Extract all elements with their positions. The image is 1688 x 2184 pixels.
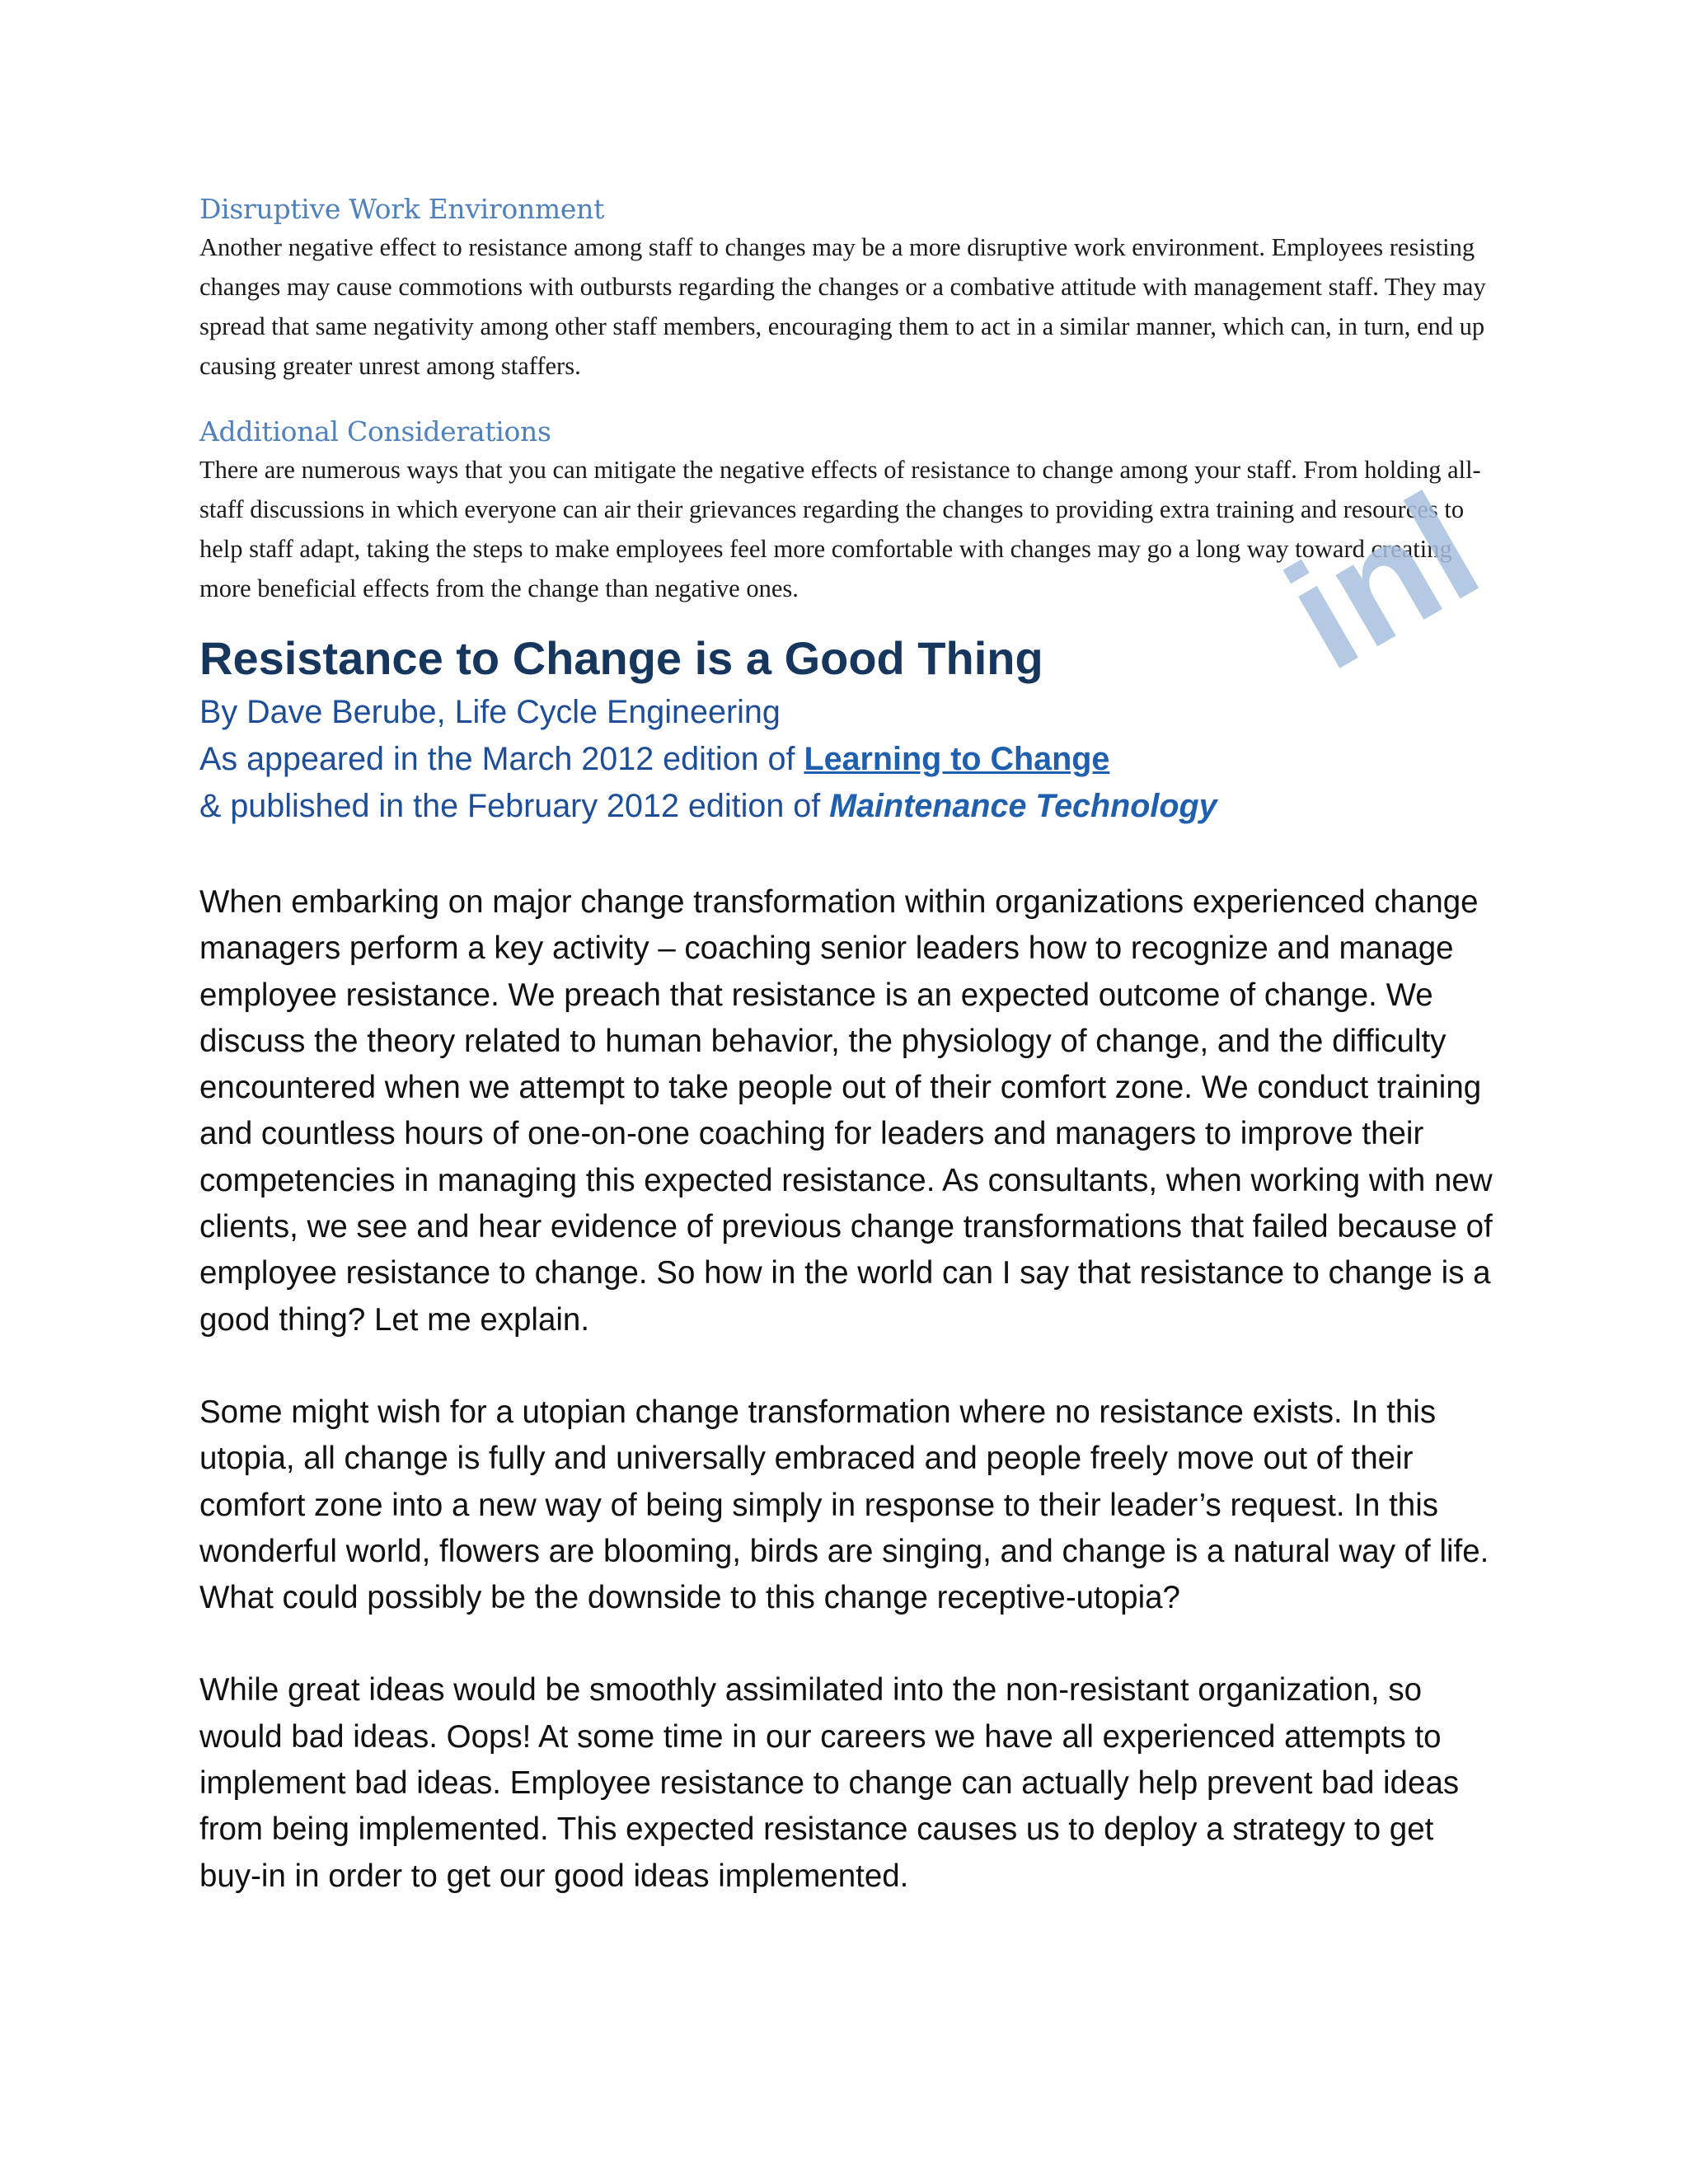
published-prefix: & published in the February 2012 edition of bbox=[199, 788, 830, 824]
page-content bbox=[199, 191, 1502, 1900]
section-text-additional: There are numerous ways that you can mitigate the negative effects of resistance to change among your staff. From holding all-staff discussions in which everyone can air their grievances regarding the changes to providing extra training and resources to help staff adapt, taking the steps to make employees feel more comfortable with changes may go a long way toward creating more beneficial effects from the change than negative ones. bbox=[199, 456, 1481, 602]
article-title: Resistance to Change is a Good Thing bbox=[199, 632, 1043, 684]
section-heading-additional: Additional Considerations bbox=[199, 415, 551, 448]
published-line bbox=[199, 783, 1502, 830]
learning-to-change-link[interactable]: Learning to Change bbox=[804, 741, 1110, 777]
body-paragraph-3: While great ideas would be smoothly assimilated into the non-resistant organization, so would bad ideas. Oops! At some time in our careers we have all experienced attempts to implement bad ideas. Employee resistance to change can actually help prevent bad ideas from being implemented. This expected resistance causes us to deploy a strategy to get buy-in in order to get our good ideas implemented. bbox=[199, 1672, 1460, 1894]
watermark-text: inl bbox=[1259, 460, 1506, 703]
appeared-line bbox=[199, 736, 1502, 783]
appeared-prefix: As appeared in the March 2012 edition of bbox=[199, 741, 804, 777]
watermark-logo bbox=[1259, 460, 1506, 703]
section-heading-disruptive: Disruptive Work Environment bbox=[199, 193, 605, 225]
body-paragraph-1: When embarking on major change transformation within organizations experienced change managers perform a key activity – coaching senior leaders how to recognize and manage employee resistance. We preach that resistance is an expected outcome of change. We discuss the theory related to human behavior, the physiology of change, and the difficulty encountered when we attempt to take people out of their comfort zone. We conduct training and countless hours of one-on-one coaching for leaders and managers to improve their competencies in managing this expected resistance. As consultants, when working with new clients, we see and hear evidence of previous change transformations that failed because of employee resistance to change. So how in the world can I say that resistance to change is a good thing? Let me explain. bbox=[199, 884, 1493, 1338]
maintenance-technology-title: Maintenance Technology bbox=[829, 788, 1217, 824]
body-paragraph-2: Some might wish for a utopian change transformation where no resistance exists. In this utopia, all change is fully and universally embraced and people freely move out of their comfort zone into a new way of being simply in response to their leader’s request. In this wonderful world, flowers are blooming, birds are singing, and change is a natural way of life. What could possibly be the downside to this change receptive-utopia? bbox=[199, 1394, 1489, 1616]
section-text-disruptive: Another negative effect to resistance among staff to changes may be a more disruptive work environment. Employees resisting changes may cause commotions with outbursts regarding the changes or a combative attitude with management staff. They may spread that same negativity among other staff members, encouraging them to act in a similar manner, which can, in turn, end up causing greater unrest among staffers. bbox=[199, 233, 1486, 380]
article-byline: By Dave Berube, Life Cycle Engineering bbox=[199, 694, 781, 730]
